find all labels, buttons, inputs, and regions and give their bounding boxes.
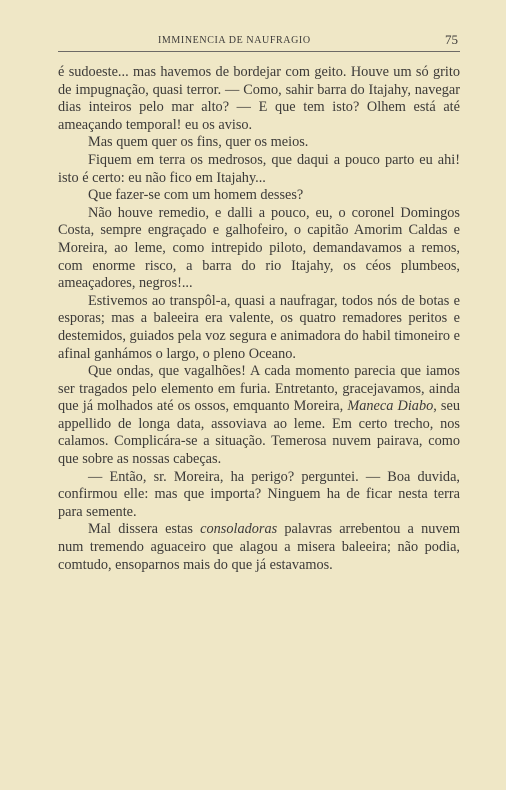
paragraph: Fiquem em terra os medrosos, que daqui a pouco parto eu ahi! isto é certo: eu não fico em Itajahy...	[58, 151, 460, 186]
paragraph-text: palavras arrebentou a nuvem num tremendo aguaceiro que alagou a misera baleeira; não podia, comtudo, ensoparnos mais do que já estavamos.	[58, 521, 460, 573]
paragraph: Mas quem quer os fins, quer os meios.	[88, 134, 309, 151]
italic-nickname: Maneca Diabo	[347, 398, 434, 415]
paragraph: — Então, sr. Moreira, ha perigo? perguntei. — Boa duvida, confirmou elle: mas que importa? Ninguem ha de ficar nesta terra para semente.	[58, 468, 460, 520]
paragraph-text: , seu appellido de longa data, assoviava ao leme. Em certo trecho, nos calamos. Complicára-se a situação. Temerosa nuvem pairava, como que sobre as nossas cabeças.	[58, 398, 460, 468]
paragraph-text: Que ondas, que vagalhões! A cada momento parecia que iamos ser tragados pelo elemento em furia. Entretanto, gracejavamos, ainda que já molhados até os ossos, emquanto Moreira,	[58, 363, 460, 415]
paragraph: Não houve remedio, e dalli a pouco, eu, o coronel Domingos Costa, sempre engraçado e galhofeiro, o capitão Amorim Caldas e Moreira, ao leme, como intrepido piloto, demandavamos a remos, com enorme risco, a barra do rio Itajahy, os céos plumbeos, ameaçadores, negros!...	[58, 204, 460, 292]
paragraph: Que fazer-se com um homem desses?	[88, 187, 304, 204]
running-title: IMMINENCIA DE NAUFRAGIO	[158, 35, 311, 46]
header-rule	[58, 51, 460, 52]
page-body	[58, 64, 460, 574]
paragraph: Estivemos ao transpôl-a, quasi a naufragar, todos nós de botas e esporas; mas a baleeira era valente, os quatro remadores peritos e destemidos, guiados pela voz segura e animadora do habil timoneiro e afinal ganhámos o largo, o pleno Oceano.	[58, 292, 460, 362]
page-number: 75	[445, 32, 458, 47]
paragraph	[58, 363, 460, 469]
italic-word: consoladoras	[200, 521, 278, 538]
page-header	[58, 31, 458, 51]
paragraph: é sudoeste... mas havemos de bordejar com geito. Houve um só grito de impugnação, quasi terror. — Como, sahir barra do Itajahy, navegar dias inteiros pelo mar alto? — E que tem isto? Olhem está até ameaçando temporal! eu os aviso.	[58, 64, 460, 133]
paragraph-text: Mal dissera estas	[88, 521, 201, 538]
paragraph	[58, 521, 460, 574]
